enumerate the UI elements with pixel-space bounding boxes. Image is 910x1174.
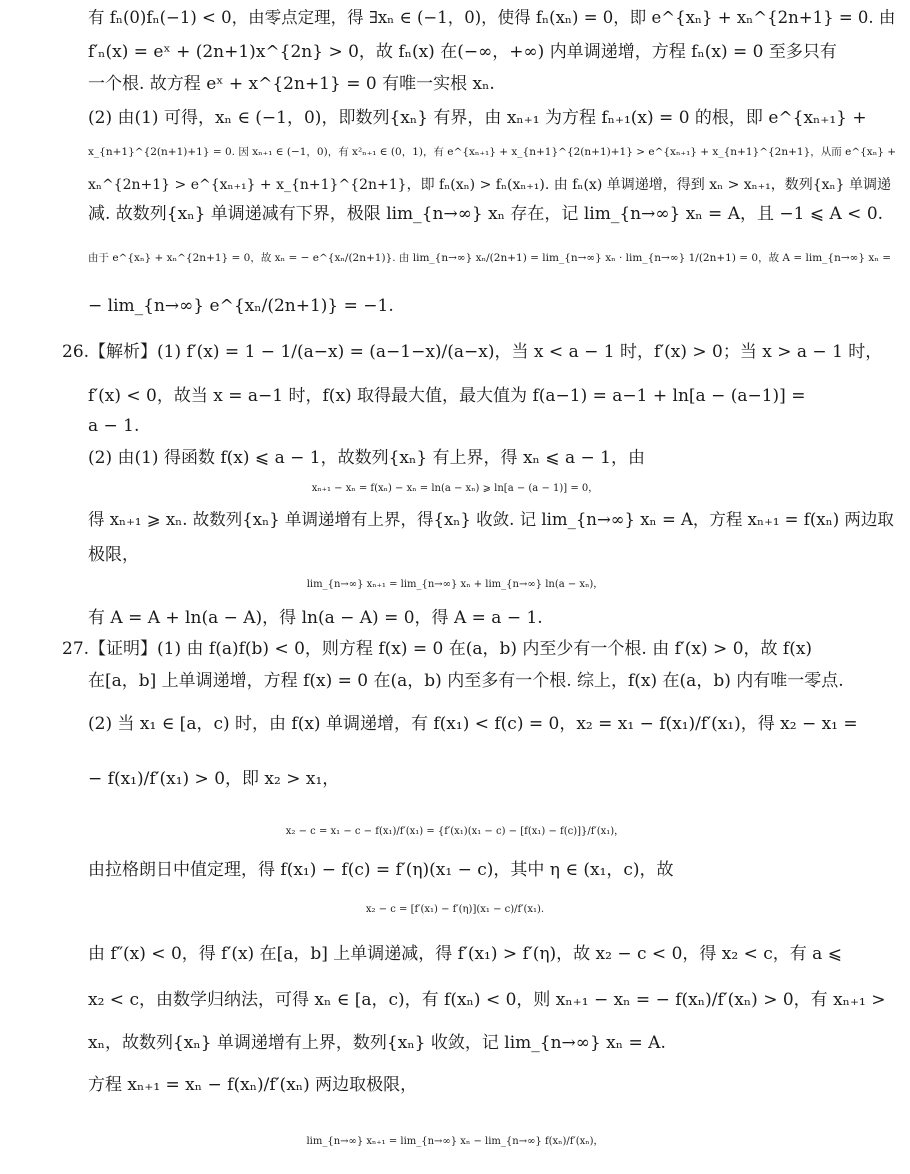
text-line: 有 A = A + ln(a − A)，得 ln(a − A) = 0，得 A = a − 1. bbox=[88, 608, 543, 628]
display-equation: x₂ − c = x₁ − c − f(x₁)/f′(x₁) = {f′(x₁)(x₁ − c) − [f(x₁) − f(c)]}/f′(x₁)， bbox=[285, 826, 625, 837]
text-line: a − 1. bbox=[88, 416, 140, 436]
display-equation: lim_{n→∞} xₙ₊₁ = lim_{n→∞} xₙ − lim_{n→∞} f(xₙ)/f′(xₙ)， bbox=[306, 1136, 604, 1147]
text-line: xₙ^{2n+1} > e^{xₙ₊₁} + x_{n+1}^{2n+1}，即 fₙ(xₙ) > fₙ(xₙ₊₁). 由 fₙ(x) 单调递增，得到 xₙ > xₙ₊₁，数列{xₙ} 单调递 bbox=[88, 177, 891, 193]
text-line: 得 xₙ₊₁ ⩾ xₙ. 故数列{xₙ} 单调递增有上界，得{xₙ} 收敛. 记 lim_{n→∞} xₙ = A，方程 xₙ₊₁ = f(xₙ) 两边取 bbox=[88, 510, 894, 529]
text-line: x₂ < c，由数学归纳法，可得 xₙ ∈ [a，c)，有 f(xₙ) < 0，则 xₙ₊₁ − xₙ = − f(xₙ)/f′(xₙ) > 0，有 xₙ₊₁ > bbox=[88, 990, 886, 1010]
text-line: 方程 xₙ₊₁ = xₙ − f(xₙ)/f′(xₙ) 两边取极限， bbox=[88, 1075, 418, 1095]
text-line: xₙ，故数列{xₙ} 单调递增有上界，数列{xₙ} 收敛，记 lim_{n→∞} xₙ = A. bbox=[88, 1033, 666, 1053]
text-line: (2) 由(1) 可得，xₙ ∈ (−1，0)，即数列{xₙ} 有界，由 xₙ₊₁ 为方程 fₙ₊₁(x) = 0 的根，即 e^{xₙ₊₁} + bbox=[88, 108, 867, 128]
problem-27-heading: 27.【证明】(1) 由 f(a)f(b) < 0，则方程 f(x) = 0 在(a，b) 内至少有一个根. 由 f′(x) > 0，故 f(x) bbox=[62, 639, 813, 659]
problem-26-heading: 26.【解析】(1) f′(x) = 1 − 1/(a−x) = (a−1−x)/(a−x)，当 x < a − 1 时，f′(x) > 0；当 x > a − 1 时， bbox=[62, 342, 883, 362]
text-line: 由拉格朗日中值定理，得 f(x₁) − f(c) = f′(η)(x₁ − c)，其中 η ∈ (x₁，c)，故 bbox=[88, 860, 674, 880]
text-line: 极限， bbox=[88, 545, 139, 565]
text-line: (2) 当 x₁ ∈ [a，c) 时，由 f(x) 单调递增，有 f(x₁) < f(c) = 0，x₂ = x₁ − f(x₁)/f′(x₁)，得 x₂ − x₁ = bbox=[88, 714, 858, 734]
text-line: 有 fₙ(0)fₙ(−1) < 0，由零点定理，得 ∃xₙ ∈ (−1，0)，使得 fₙ(xₙ) = 0，即 e^{xₙ} + xₙ^{2n+1} = 0. 由 bbox=[88, 8, 896, 27]
text-line: 在[a，b] 上单调递增，方程 f(x) = 0 在(a，b) 内至多有一个根. 综上，f(x) 在(a，b) 内有唯一零点. bbox=[88, 671, 844, 691]
text-line: − lim_{n→∞} e^{xₙ/(2n+1)} = −1. bbox=[88, 296, 394, 316]
display-equation: lim_{n→∞} xₙ₊₁ = lim_{n→∞} xₙ + lim_{n→∞} ln(a − xₙ)， bbox=[306, 579, 604, 590]
text-line: x_{n+1}^{2(n+1)+1} = 0. 因 xₙ₊₁ ∈ (−1，0)，有 x²ₙ₊₁ ∈ (0，1)，有 e^{xₙ₊₁} + x_{n+1}^{2(n+1)+1} > e^{xₙ₊₁} + x_{n+1}^{2n+1}，从而 e^{xₙ} + bbox=[88, 146, 897, 158]
text-line: 由于 e^{xₙ} + xₙ^{2n+1} = 0，故 xₙ = − e^{xₙ/(2n+1)}. 由 lim_{n→∞} xₙ/(2n+1) = lim_{n→∞} xₙ · lim_{n→∞} 1/(2n+1) = 0，故 A = lim_{n→∞} xₙ = bbox=[88, 252, 892, 264]
text-line: 一个根. 故方程 eˣ + x^{2n+1} = 0 有唯一实根 xₙ. bbox=[88, 74, 495, 94]
display-equation: xₙ₊₁ − xₙ = f(xₙ) − xₙ = ln(a − xₙ) ⩾ ln[a − (a − 1)] = 0， bbox=[311, 483, 599, 494]
text-line: − f(x₁)/f′(x₁) > 0，即 x₂ > x₁， bbox=[88, 769, 340, 789]
text-line: 由 f″(x) < 0，得 f′(x) 在[a，b] 上单调递减，得 f′(x₁) > f′(η)，故 x₂ − c < 0，得 x₂ < c，有 a ⩽ bbox=[88, 944, 842, 964]
text-line: (2) 由(1) 得函数 f(x) ⩽ a − 1，故数列{xₙ} 有上界，得 xₙ ⩽ a − 1，由 bbox=[88, 448, 645, 468]
text-line: 减. 故数列{xₙ} 单调递减有下界，极限 lim_{n→∞} xₙ 存在，记 lim_{n→∞} xₙ = A，且 −1 ⩽ A < 0. bbox=[88, 204, 884, 224]
text-line: f′ₙ(x) = eˣ + (2n+1)x^{2n} > 0，故 fₙ(x) 在(−∞，+∞) 内单调递增，方程 fₙ(x) = 0 至多只有 bbox=[88, 42, 837, 62]
text-line: f′(x) < 0，故当 x = a−1 时，f(x) 取得最大值，最大值为 f(a−1) = a−1 + ln[a − (a−1)] = bbox=[88, 386, 806, 406]
display-equation: x₂ − c = [f′(x₁) − f′(η)](x₁ − c)/f′(x₁). bbox=[365, 904, 545, 915]
